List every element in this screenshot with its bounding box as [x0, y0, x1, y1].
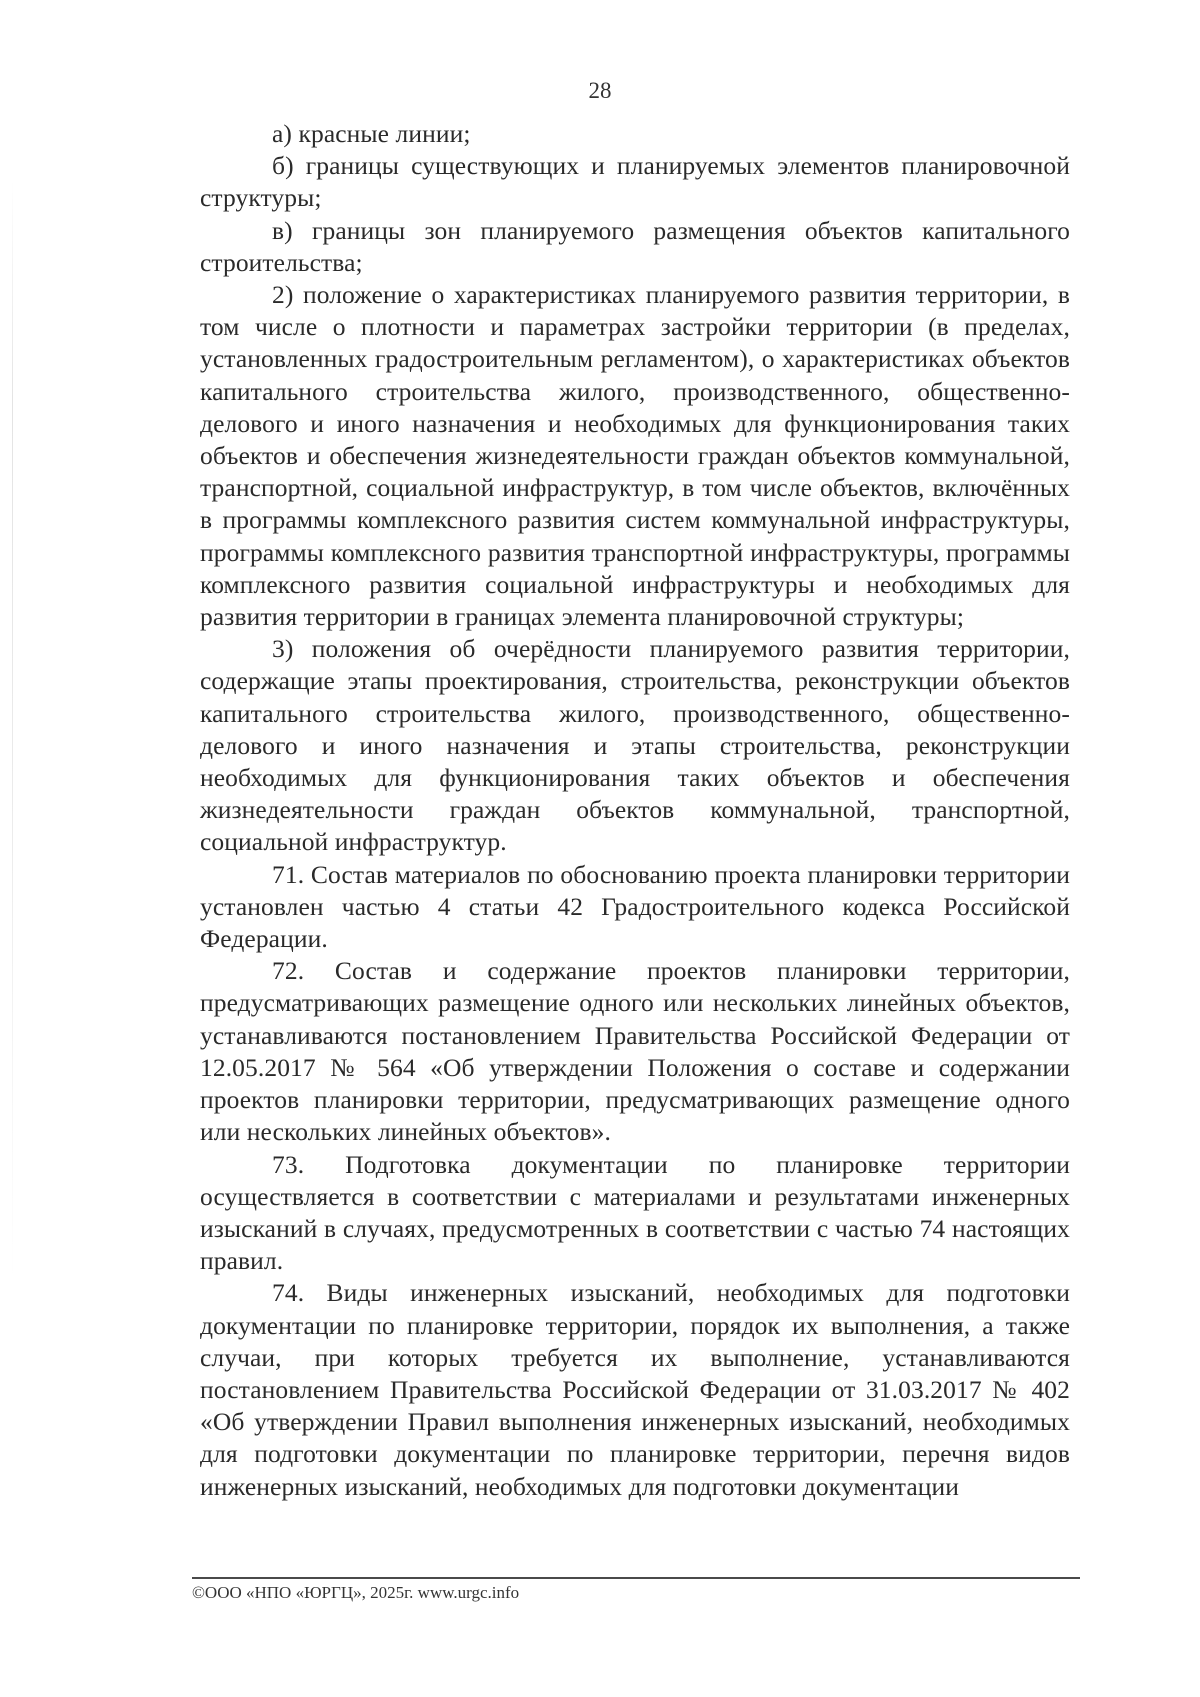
page-number: 28 [588, 78, 612, 103]
clause-73: 73. Подготовка документации по планировке территории осуществляется в соответствии с материалами и результатами инженерных изысканий в случаях, предусмотренных в соответствии с частью 74 настоящих правил. [200, 1149, 1070, 1276]
list-item-a: а) красные линии; [272, 119, 471, 148]
list-item-2: 2) положение о характеристиках планируемого развития территории, в том числе о плотности и параметрах застройки территории (в пределах, установленных градостроительным регламентом), о характеристиках объектов капитального строительства жилого, производственного, общественно-делового и иного назначения и необходимых для функционирования таких объектов и обеспечения жизнедеятельности граждан объектов коммунальной, транспортной, социальной инфраструктур, в том числе объектов, включённых в программы комплексного развития систем коммунальной инфраструктуры, программы комплексного развития транспортной инфраструктуры, программы комплексного развития социальной инфраструктуры и необходимых для развития территории в границах элемента планировочной структуры; [200, 280, 1070, 632]
list-item-3: 3) положения об очерёдности планируемого развития территории, содержащие этапы проектирования, строительства, реконструкции объектов капитального строительства жилого, производственного, общественно-делового и иного назначения и этапы строительства, реконструкции необходимых для функционирования таких объектов и обеспечения жизнедеятельности граждан объектов коммунальной, транспортной, социальной инфраструктур. [200, 634, 1070, 857]
scan-edge-shadow [12, 180, 13, 1280]
clause-72: 72. Состав и содержание проектов планировки территории, предусматривающих размещение одного или нескольких линейных объектов, устанавливаются постановлением Правительства Российской Федерации от 12.05.2017 № 564 «Об утверждении Положения о составе и содержании проектов планировки территории, предусматривающих размещение одного или нескольких линейных объектов». [200, 956, 1070, 1147]
list-item-c: в) границы зон планируемого размещения объектов капитального строительства; [200, 215, 1070, 277]
list-item-b: б) границы существующих и планируемых элементов планировочной структуры; [200, 151, 1070, 213]
footer-divider [192, 1577, 1080, 1579]
clause-74: 74. Виды инженерных изысканий, необходимых для подготовки документации по планировке территории, порядок их выполнения, а также случаи, при которых требуется их выполнение, устанавливаются постановлением Правительства Российской Федерации от 31.03.2017 № 402 «Об утверждении Правил выполнения инженерных изысканий, необходимых для подготовки документации по планировке территории, перечня видов инженерных изысканий, необходимых для подготовки документации [200, 1278, 1070, 1501]
clause-71: 71. Состав материалов по обоснованию проекта планировки территории установлен частью 4 статьи 42 Градостроительного кодекса Российской Федерации. [200, 859, 1070, 954]
footer-copyright: ©ООО «НПО «ЮРГЦ», 2025г. www.urgc.info [192, 1583, 520, 1602]
document-body [200, 118, 1070, 1503]
